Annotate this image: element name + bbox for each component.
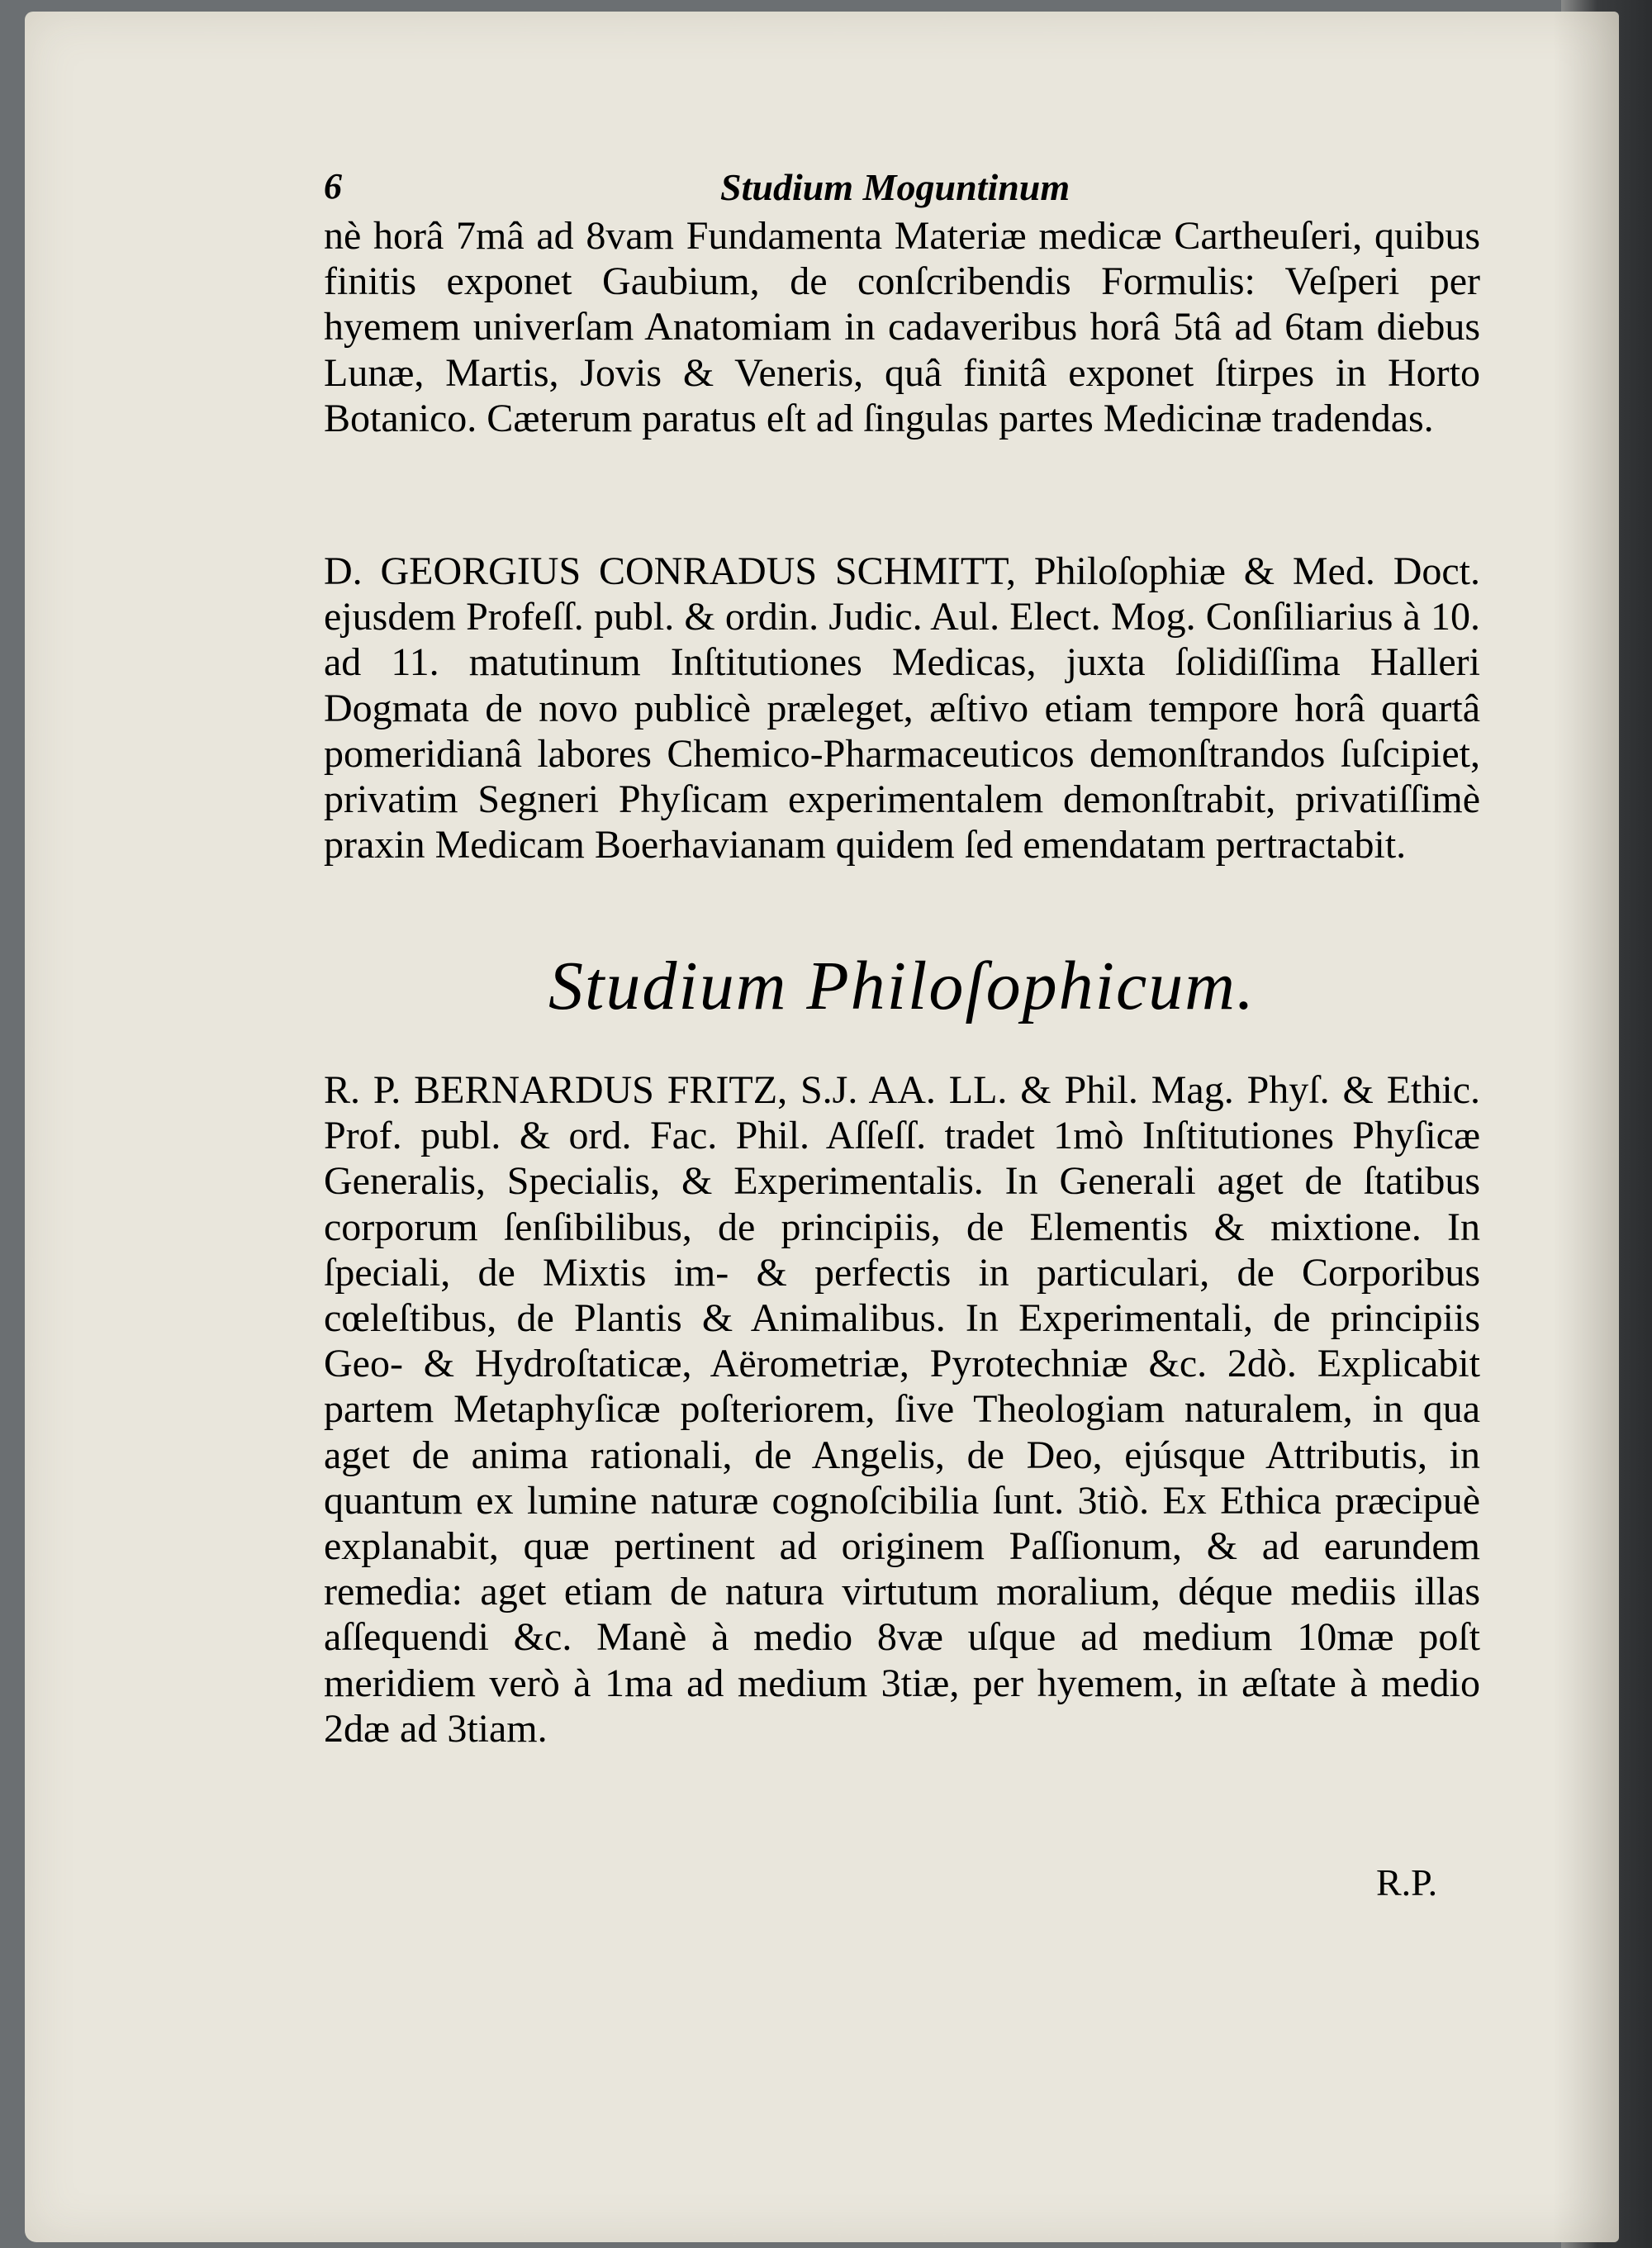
- paragraph-fritz: R. P. BERNARDUS FRITZ, S.J. AA. LL. & Phil. Mag. Phyſ. & Ethic. Prof. publ. & ord. Fac. Phil. Aſſeſſ. tradet 1mò Inſtitutiones Phyſicæ Generalis, Specialis, & Experimentalis. In Generali aget de ſtatibus corporum ſenſibilibus, de principiis, de Elementis & mixtione. In ſpeciali, de Mixtis im- & perfectis in particulari, de Corporibus cœleſtibus, de Plantis & Animalibus. In Experimentali, de principiis Geo- & Hydroſtaticæ, Aërometriæ, Pyrotechniæ &c. 2dò. Explicabit partem Metaphyſicæ poſteriorem, ſive Theologiam naturalem, in qua aget de anima rationali, de Angelis, de Deo, ejúsque Attributis, in quantum ex lumine naturæ cognoſcibilia ſunt. 3tiò. Ex Ethica præcipuè explanabit, quæ pertinent ad originem Paſſionum, & ad earundem remedia: aget etiam de natura virtutum moralium, déque mediis illas aſſequendi &c. Manè à medio 8væ uſque ad medium 10mæ poſt meridiem verò à 1ma ad medium 3tiæ, per hyemem, in æſtate à medio 2dæ ad 3tiam.: [324, 1068, 1480, 1751]
- running-title: Studium Moguntinum: [720, 166, 1070, 208]
- page-gutter-shadow: [1553, 12, 1619, 2242]
- section-heading: Studium Philoſophicum.: [548, 948, 1256, 1024]
- catchword: R.P.: [1376, 1861, 1438, 1903]
- paragraph-schmitt: D. GEORGIUS CONRADUS SCHMITT, Philoſophiæ & Med. Doct. ejusdem Profeſſ. publ. & ordin. Judic. Aul. Elect. Mog. Conſiliarius à 10. ad 11. matutinum Inſtitutiones Medicas, juxta ſolidiſſima Halleri Dogmata de novo publicè præleget, æſtivo etiam tempore horâ quartâ pomeridianâ labores Chemico-Pharmaceuticos demonſtrandos ſuſcipiet, privatim Segneri Phyſicam experimentalem demonſtrabit, privatiſſimè praxin Medicam Boerhavianam quidem ſed emendatam pertractabit.: [324, 549, 1480, 867]
- paragraph-medicine-continuation: nè horâ 7mâ ad 8vam Fundamenta Materiæ medicæ Cartheuſeri, quibus finitis exponet Gaubium, de conſcribendis Formulis: Veſperi per hyemem univerſam Anatomiam in cadaveribus horâ 5tâ ad 6tam diebus Lunæ, Martis, Jovis & Veneris, quâ finitâ exponet ſtirpes in Horto Botanico. Cæterum paratus eſt ad ſingulas partes Medicinæ tradendas.: [324, 214, 1480, 440]
- page-header: [324, 165, 1612, 215]
- page-number: 6: [324, 166, 342, 207]
